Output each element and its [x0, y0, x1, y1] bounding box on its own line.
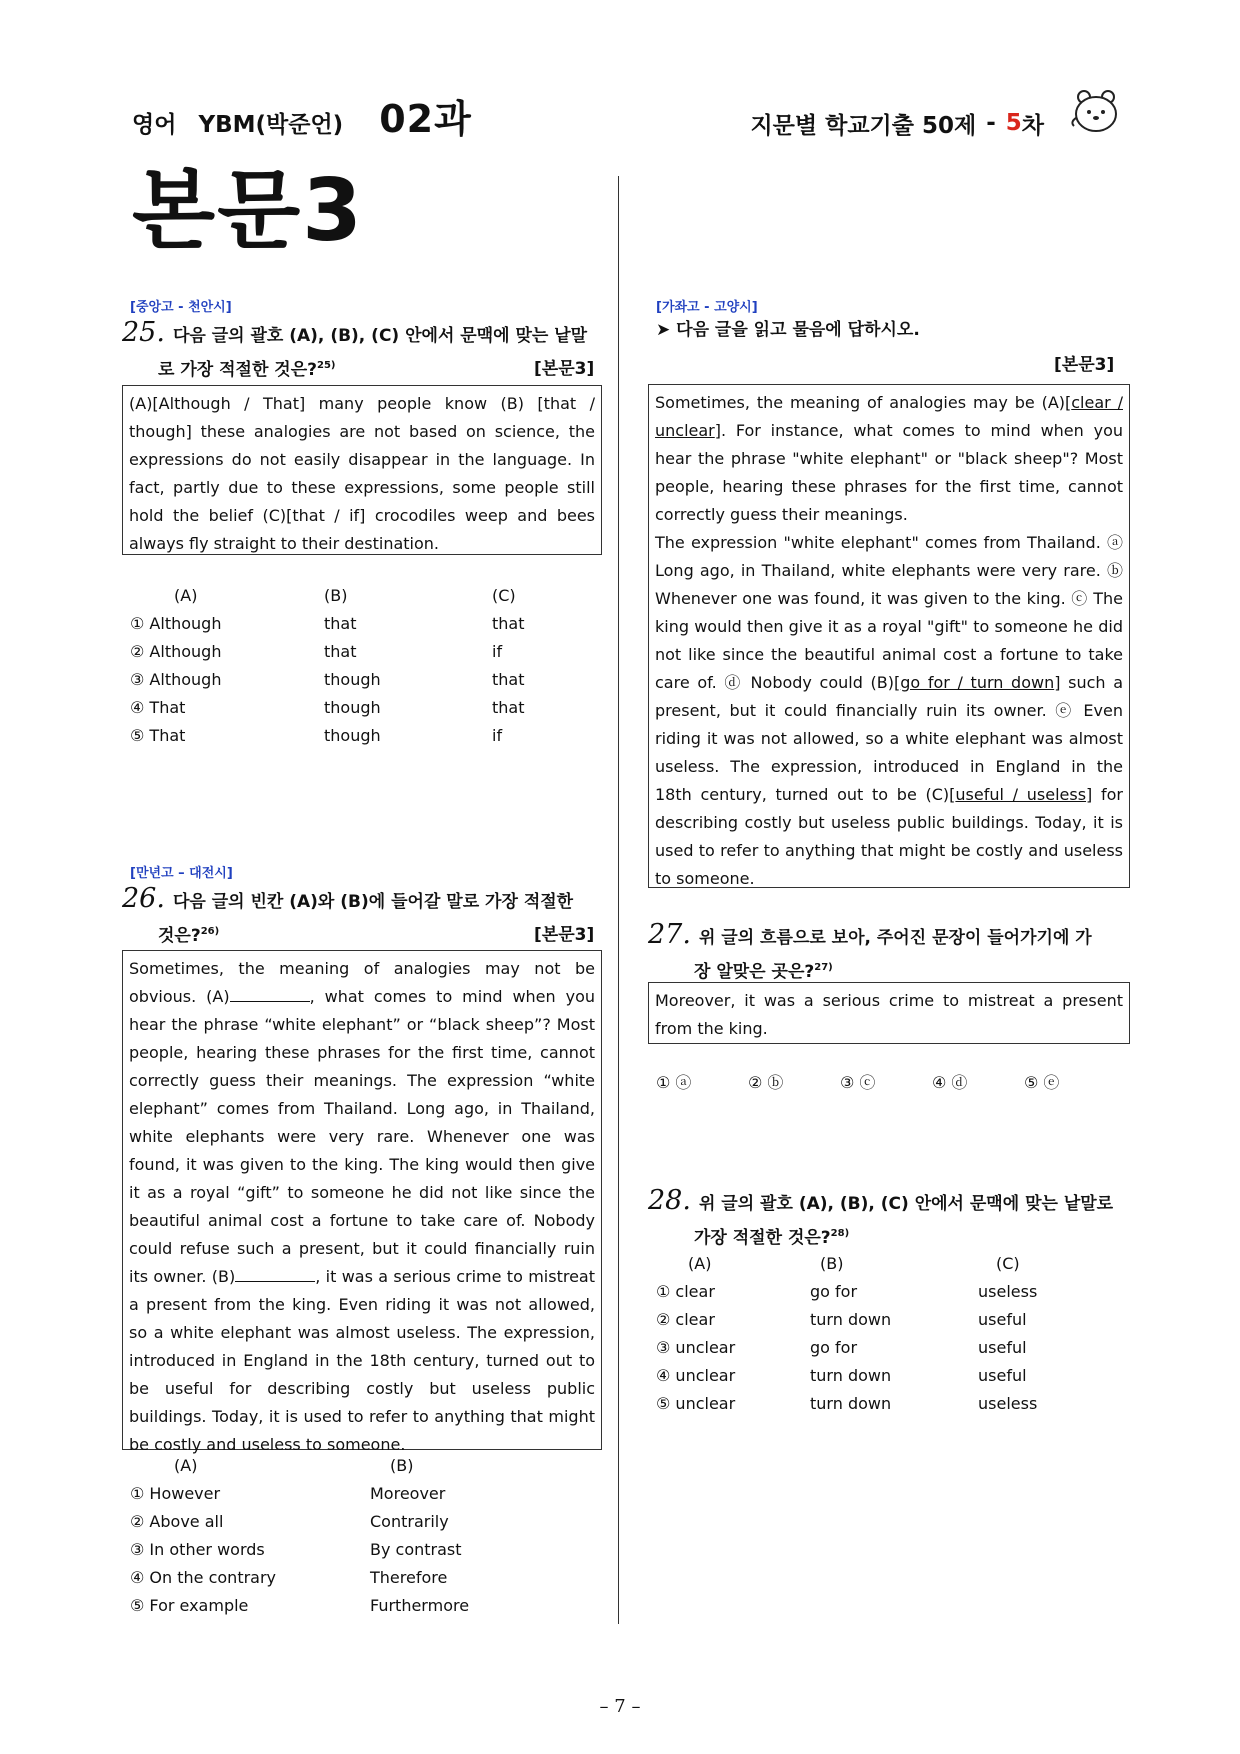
q27-choice-3[interactable]: ③ ⓒ: [840, 1073, 876, 1092]
section-title: 본문3: [132, 161, 364, 261]
q26-option-3[interactable]: ③ In other words By contrast: [130, 1540, 462, 1559]
q28-number: 28.: [648, 1185, 691, 1216]
q27-number: 27.: [648, 919, 691, 950]
q26-passage: Sometimes, the meaning of analogies may not be obvious. (A) , what comes to mind when you hear the phrase “white elephant” or “black sheep”? Most people, hearing these phrases for the first time, cannot correctly guess their meanings. The expression “white elephant” comes from Thailand. Long ago, in Thailand, white elephants were very rare. Whenever one was found, it was given to the king. The king would then give it as a royal “gift” to someone he did not like since the beautiful animal cost a fortune to take care of. Nobody could refuse such a present, but it could financially ruin its owner. (B) , it was a serious crime to mistreat a present from the king. Even riding it was not allowed, so a white elephant was almost useless. The expression, introduced in England in the 18th century, turned out to be useful for describing costly but useless public buildings. Today, it is used to refer to anything that might be costly and useless to someone.: [122, 950, 602, 1450]
q25-source: [중앙고 - 천안시]: [130, 300, 232, 315]
q26-option-2[interactable]: ② Above all Contrarily: [130, 1512, 449, 1531]
lesson-label: 02과: [379, 97, 472, 141]
q25-footnote: 25): [317, 360, 336, 371]
series-label: 지문별 학교기출 50제: [750, 112, 977, 139]
q28-option-1[interactable]: ① clear go for useless: [656, 1282, 1038, 1301]
series-dash: -: [986, 110, 996, 136]
q25-options: [130, 582, 612, 750]
q27-line1: 위 글의 흐름으로 보아, 주어진 문장이 들어가기에 가: [698, 928, 1092, 948]
q28-option-3[interactable]: ③ unclear go for useful: [656, 1338, 1027, 1357]
q28-options: [656, 1250, 1098, 1418]
round-number: 5: [1005, 110, 1022, 136]
q26-footnote: 26): [200, 926, 220, 937]
right-tag: [본문3]: [1054, 355, 1115, 375]
publisher-label: YBM(박준언): [198, 112, 344, 138]
q28-options-header: (A) (B) (C): [688, 1254, 1020, 1273]
q28-option-4[interactable]: ④ unclear turn down useful: [656, 1366, 1027, 1385]
q26-tag: [본문3]: [534, 925, 595, 945]
q27-choice-2[interactable]: ② ⓑ: [748, 1073, 784, 1092]
right-source: [가좌고 - 고양시]: [656, 300, 758, 315]
q27-given-sentence: Moreover, it was a serious crime to mistreat a present from the king.: [648, 982, 1130, 1044]
q27-choice-1[interactable]: ① ⓐ: [656, 1073, 692, 1092]
q28-option-2[interactable]: ② clear turn down useful: [656, 1310, 1027, 1329]
q25-passage-text: (A)[Although / That] many people know (B) [that / though] these analogies are not based on science, the expressions do not easily disappear in the language. In fact, partly due to these expressions, some people still hold the belief (C)[that / if] crocodiles weep and bees always fly straight to their destination.: [129, 394, 595, 553]
right-instruction: ➤ 다음 글을 읽고 물음에 답하시오.: [656, 320, 920, 340]
q25-line1: 다음 글의 괄호 (A), (B), (C) 안에서 문맥에 맞는 낱말: [172, 326, 588, 346]
q26-number: 26.: [122, 883, 165, 914]
q26-heading: [122, 884, 602, 951]
q27-choices: [656, 1070, 1116, 1093]
q25-option-3[interactable]: ③ Although though that: [130, 670, 525, 689]
q25-tag: [본문3]: [534, 359, 595, 379]
q25-option-5[interactable]: ⑤ That though if: [130, 726, 503, 745]
header-right: [750, 98, 1044, 148]
q25-option-1[interactable]: ① Although that that: [130, 614, 525, 633]
q28-heading: [648, 1186, 1130, 1253]
q25-number: 25.: [122, 317, 165, 348]
blank-a: [230, 983, 310, 1002]
q27-choice-4[interactable]: ④ ⓓ: [932, 1073, 968, 1092]
q27-footnote: 27): [814, 962, 833, 973]
q25-options-header: (A) (B) (C): [174, 586, 516, 605]
round-suffix: 차: [1021, 112, 1044, 139]
q26-options-header: (A) (B): [174, 1456, 414, 1475]
blank-b: [235, 1263, 315, 1282]
q27-line2: 장 알맞은 곳은?: [694, 961, 815, 982]
q25-passage: [122, 385, 602, 555]
header-left: [132, 88, 472, 141]
q25-line2: 로 가장 적절한 것은?: [158, 359, 317, 380]
q26-source: [만년고 – 대전시]: [130, 866, 233, 881]
q27-choice-5[interactable]: ⑤ ⓔ: [1024, 1073, 1060, 1092]
q26-option-4[interactable]: ④ On the contrary Therefore: [130, 1568, 448, 1587]
q25-heading: [122, 318, 602, 385]
subject-label: 영어: [132, 112, 177, 138]
q28-line2: 가장 적절한 것은?: [694, 1227, 831, 1248]
q28-footnote: 28): [830, 1228, 850, 1239]
q28-option-5[interactable]: ⑤ unclear turn down useless: [656, 1394, 1038, 1413]
q27-heading: [648, 920, 1130, 987]
bear-mascot-icon: [1070, 88, 1122, 134]
q26-options: [130, 1452, 469, 1620]
q26-option-5[interactable]: ⑤ For example Furthermore: [130, 1596, 470, 1615]
page-number: – 7 –: [599, 1696, 641, 1717]
q26-line1: 다음 글의 빈칸 (A)와 (B)에 들어갈 말로 가장 적절한: [172, 892, 574, 912]
q25-option-2[interactable]: ② Although that if: [130, 642, 503, 661]
q26-line2: 것은?: [158, 925, 201, 946]
right-passage: Sometimes, the meaning of analogies may be (A)[clear / unclear]. For instance, what comes to mind when you hear the phrase "white elephant" or "black sheep"? Most people, hearing these phrases for the first time, cannot correctly guess their meanings. The expression "white elephant" comes from Thailand. ⓐ Long ago, in Thailand, white elephants were very rare. ⓑ Whenever one was found, it was given to the king. ⓒ The king would then give it as a royal "gift" to someone he did not like since the beautiful animal cost a fortune to take care of. ⓓ Nobody could (B)[go for / turn down] such a present, but it could financially ruin its owner. ⓔ Even riding it was not allowed, so a white elephant was almost useless. The expression, introduced in England in the 18th century, turned out to be (C)[useful / useless] for describing costly but useless public buildings. Today, it is used to refer to anything that might be costly and useless to someone.: [648, 384, 1130, 888]
q28-line1: 위 글의 괄호 (A), (B), (C) 안에서 문맥에 맞는 낱말로: [698, 1194, 1114, 1214]
q25-option-4[interactable]: ④ That though that: [130, 698, 525, 717]
q26-option-1[interactable]: ① However Moreover: [130, 1484, 446, 1503]
column-divider: [618, 176, 619, 1624]
